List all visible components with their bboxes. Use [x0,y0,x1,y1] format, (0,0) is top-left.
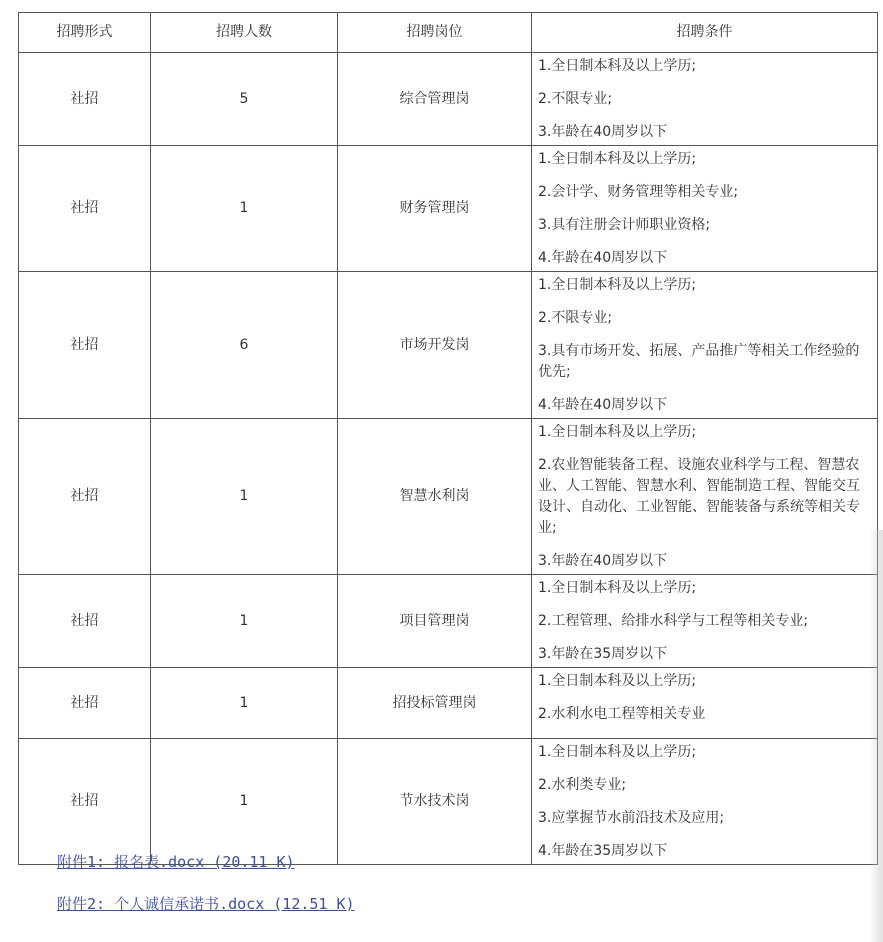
cell-type: 社招 [19,146,151,272]
condition-item: 3.年龄在40周岁以下 [538,124,668,140]
cell-type: 社招 [19,739,151,865]
cell-position: 招投标管理岗 [338,668,532,739]
condition-item: 1.全日制本科及以上学历; [538,580,697,596]
cell-position: 财务管理岗 [338,146,532,272]
cell-conditions [532,272,878,419]
condition-item: 3.具有市场开发、拓展、产品推广等相关工作经验的优先; [538,343,860,380]
cell-count: 1 [151,575,338,668]
condition-item: 1.全日制本科及以上学历; [538,673,697,689]
header-recruitment-position: 招聘岗位 [338,13,532,53]
cell-count: 6 [151,272,338,419]
table-row [19,53,878,146]
condition-item: 1.全日制本科及以上学历; [538,277,697,293]
header-recruitment-count: 招聘人数 [151,13,338,53]
table-header-row [19,13,878,53]
condition-item: 4.年龄在35周岁以下 [538,843,668,859]
cell-count: 5 [151,53,338,146]
cell-count: 1 [151,739,338,865]
table-row [19,419,878,575]
attachment-link-integrity-pledge[interactable]: 附件2: 个人诚信承诺书.docx (12.51 K) [57,895,355,913]
table-row [19,739,878,865]
table-row [19,575,878,668]
attachment-link-registration-form[interactable]: 附件1: 报名表.docx (20.11 K) [57,853,295,871]
condition-item: 1.全日制本科及以上学历; [538,424,697,440]
condition-item: 2.工程管理、给排水科学与工程等相关专业; [538,613,809,629]
condition-item: 4.年龄在40周岁以下 [538,397,668,413]
condition-item: 2.不限专业; [538,310,613,326]
cell-count: 1 [151,668,338,739]
condition-item: 2.农业智能装备工程、设施农业科学与工程、智慧农业、人工智能、智慧水利、智能制造工程、智能交互设计、自动化、工业智能、智能装备与系统等相关专业; [538,457,860,536]
cell-position: 市场开发岗 [338,272,532,419]
condition-item: 1.全日制本科及以上学历; [538,151,697,167]
cell-position: 项目管理岗 [338,575,532,668]
condition-item: 2.水利水电工程等相关专业 [538,706,706,722]
recruitment-table [18,12,878,865]
cell-position: 节水技术岗 [338,739,532,865]
cell-count: 1 [151,419,338,575]
attachments-list [57,852,355,936]
recruitment-table-container [18,12,878,865]
condition-item: 3.应掌握节水前沿技术及应用; [538,810,725,826]
cell-type: 社招 [19,419,151,575]
condition-item: 3.年龄在35周岁以下 [538,646,668,662]
cell-conditions [532,575,878,668]
condition-item: 2.不限专业; [538,91,613,107]
table-row [19,668,878,739]
table-row [19,272,878,419]
page-edge-shadow [869,530,883,942]
cell-conditions [532,53,878,146]
condition-item: 2.水利类专业; [538,777,627,793]
condition-item: 2.会计学、财务管理等相关专业; [538,184,739,200]
cell-count: 1 [151,146,338,272]
cell-conditions [532,146,878,272]
cell-type: 社招 [19,668,151,739]
condition-item: 4.年龄在40周岁以下 [538,250,668,266]
condition-item: 1.全日制本科及以上学历; [538,744,697,760]
condition-item: 3.具有注册会计师职业资格; [538,217,711,233]
cell-position: 智慧水利岗 [338,419,532,575]
condition-item: 3.年龄在40周岁以下 [538,553,668,569]
cell-type: 社招 [19,272,151,419]
cell-position: 综合管理岗 [338,53,532,146]
header-recruitment-conditions: 招聘条件 [532,13,878,53]
cell-type: 社招 [19,53,151,146]
cell-conditions [532,419,878,575]
table-row [19,146,878,272]
cell-type: 社招 [19,575,151,668]
cell-conditions [532,739,878,865]
header-recruitment-type: 招聘形式 [19,13,151,53]
cell-conditions [532,668,878,739]
condition-item: 1.全日制本科及以上学历; [538,58,697,74]
